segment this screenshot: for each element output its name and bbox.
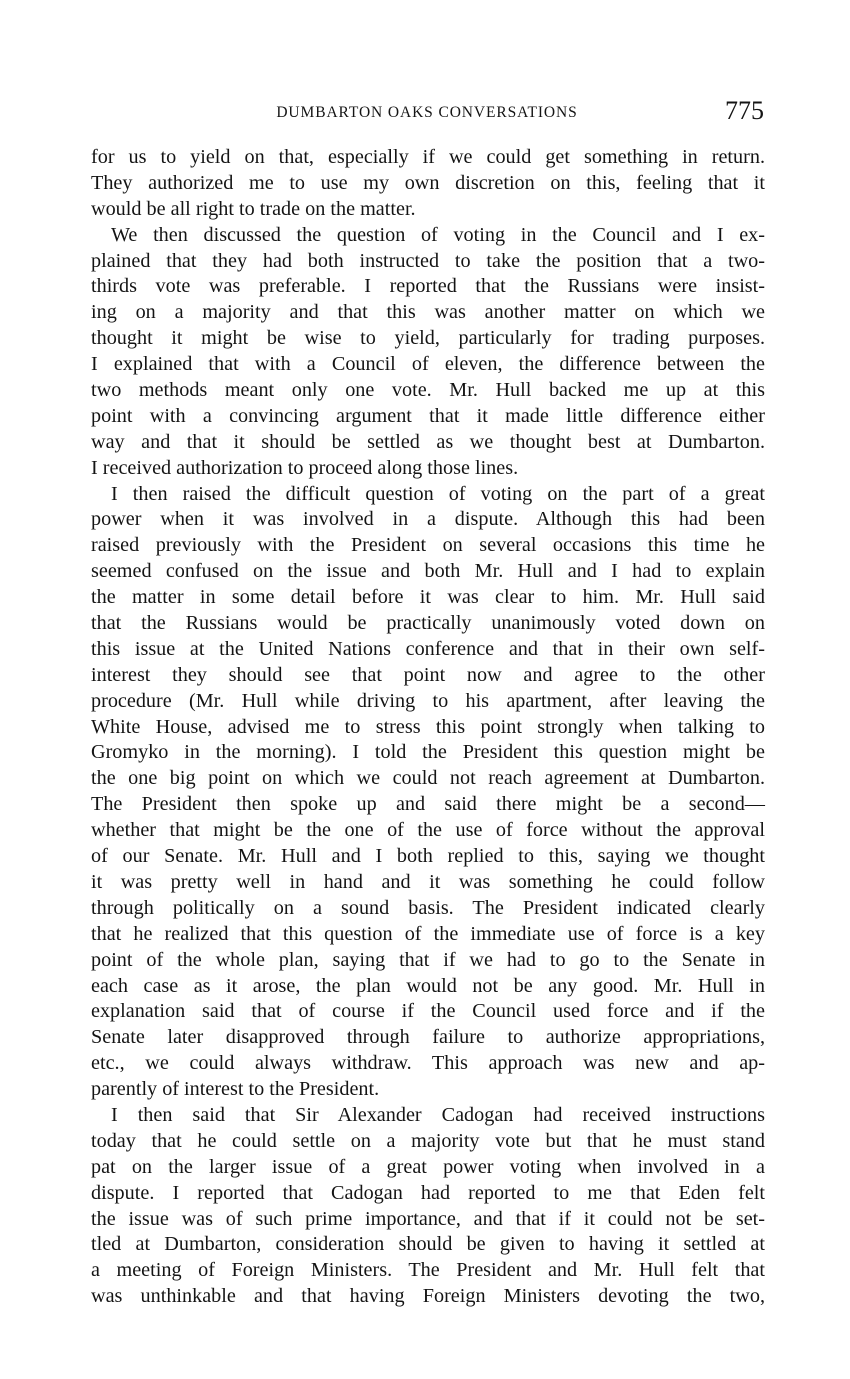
text-line: way and that it should be settled as we thought best at Dumbarton. — [91, 430, 765, 453]
text-line: through politically on a sound basis. The President indicated clearly — [91, 896, 765, 919]
text-line: power when it was involved in a dispute. Although this had been — [91, 508, 765, 531]
text-line: that he realized that this question of the immediate use of force is a key — [91, 922, 765, 945]
text-line: plained that they had both instructed to take the position that a two- — [91, 249, 765, 272]
paragraph — [91, 145, 765, 223]
text-line: ing on a majority and that this was another matter on which we — [91, 301, 765, 324]
running-header — [90, 96, 764, 130]
paragraph — [91, 223, 765, 482]
text-line: two methods meant only one vote. Mr. Hull backed me up at this — [91, 379, 765, 402]
text-line: a meeting of Foreign Ministers. The President and Mr. Hull felt that — [91, 1259, 765, 1282]
text-line: today that he could settle on a majority vote but that he must stand — [91, 1129, 765, 1152]
text-line: that the Russians would be practically unanimously voted down on — [91, 612, 765, 635]
body-text — [91, 145, 765, 1310]
text-line: parently of interest to the President. — [91, 1078, 380, 1101]
text-line: the matter in some detail before it was clear to him. Mr. Hull said — [91, 586, 765, 609]
text-line: I then raised the difficult question of voting on the part of a great — [111, 482, 765, 505]
text-line: I received authorization to proceed along those lines. — [91, 456, 519, 479]
running-title: DUMBARTON OAKS CONVERSATIONS — [276, 104, 578, 121]
text-line: the issue was of such prime importance, and that if it could not be set- — [91, 1207, 765, 1230]
text-line: seemed confused on the issue and both Mr. Hull and I had to explain — [91, 560, 765, 583]
text-line: pat on the larger issue of a great power voting when involved in a — [91, 1155, 765, 1178]
text-line: We then discussed the question of voting in the Council and I ex- — [111, 223, 765, 246]
text-line: point of the whole plan, saying that if we had to go to the Senate in — [91, 948, 765, 971]
paragraph — [91, 1103, 765, 1310]
text-line: point with a convincing argument that it made little difference either — [91, 404, 765, 427]
paragraph — [91, 482, 765, 1103]
text-line: thought it might be wise to yield, particularly for trading purposes. — [91, 327, 765, 350]
text-line: the one big point on which we could not reach agreement at Dumbarton. — [91, 767, 765, 790]
text-line: explanation said that of course if the Council used force and if the — [91, 1000, 765, 1023]
text-line: whether that might be the one of the use of force without the approval — [91, 819, 765, 842]
text-line: would be all right to trade on the matter. — [91, 197, 416, 220]
text-line: The President then spoke up and said there might be a second— — [91, 793, 765, 816]
text-line: each case as it arose, the plan would not be any good. Mr. Hull in — [91, 974, 765, 997]
text-line: interest they should see that point now and agree to the other — [91, 663, 765, 686]
text-line: thirds vote was preferable. I reported that the Russians were insist- — [91, 275, 765, 298]
text-line: I then said that Sir Alexander Cadogan had received instructions — [111, 1103, 765, 1126]
text-line: was unthinkable and that having Foreign Ministers devoting the two, — [91, 1285, 765, 1308]
text-line: it was pretty well in hand and it was something he could follow — [91, 870, 765, 893]
text-line: Senate later disapproved through failure to authorize appropriations, — [91, 1026, 765, 1049]
page-number: 775 — [725, 96, 764, 125]
text-line: raised previously with the President on several occasions this time he — [91, 534, 765, 557]
text-line: dispute. I reported that Cadogan had reported to me that Eden felt — [91, 1181, 765, 1204]
text-line: Gromyko in the morning). I told the President this question might be — [91, 741, 765, 764]
text-line: of our Senate. Mr. Hull and I both replied to this, saying we thought — [91, 845, 765, 868]
text-line: White House, advised me to stress this point strongly when talking to — [91, 715, 765, 738]
text-line: for us to yield on that, especially if we could get something in return. — [91, 146, 765, 168]
text-line: I explained that with a Council of eleven, the difference between the — [91, 353, 765, 376]
text-line: They authorized me to use my own discretion on this, feeling that it — [91, 171, 765, 194]
text-line: procedure (Mr. Hull while driving to his apartment, after leaving the — [91, 689, 765, 712]
text-line: tled at Dumbarton, consideration should be given to having it settled at — [91, 1233, 765, 1256]
text-line: etc., we could always withdraw. This approach was new and ap- — [91, 1052, 765, 1075]
text-line: this issue at the United Nations conference and that in their own self- — [91, 637, 765, 660]
